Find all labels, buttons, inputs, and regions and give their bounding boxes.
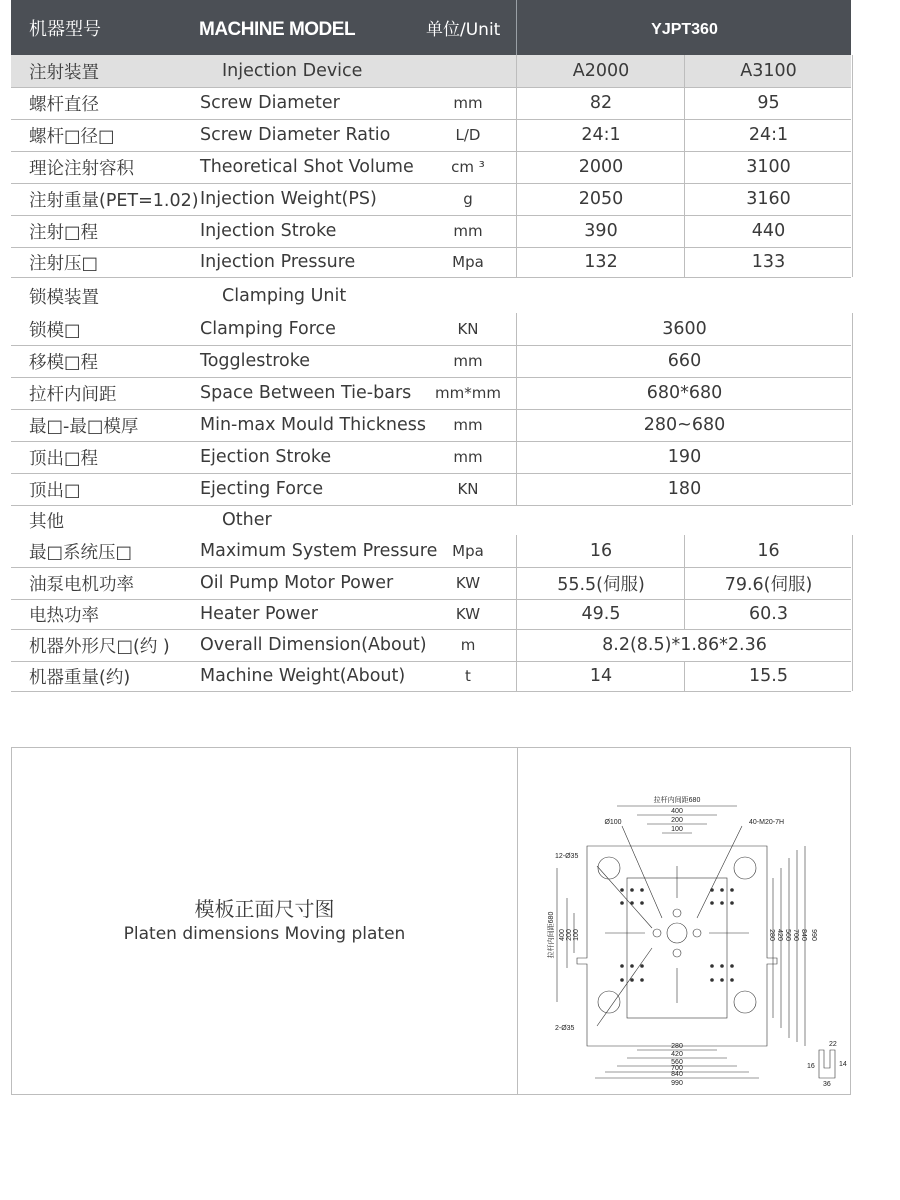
dim-280-right: 280 xyxy=(768,929,775,941)
param-value: 280~680 xyxy=(516,409,853,441)
table-row xyxy=(11,313,851,346)
table-row xyxy=(11,661,851,692)
dim-840-bottom: 840 xyxy=(671,1071,683,1078)
dim-100-top: 100 xyxy=(671,826,683,833)
param-name-en: Oil Pump Motor Power xyxy=(200,573,394,593)
param-unit: mm xyxy=(453,222,483,240)
param-name-cn: 锁模□ xyxy=(29,320,81,341)
param-name-cn: 螺杆直径 xyxy=(29,94,99,115)
param-unit xyxy=(433,279,503,313)
param-name-cn: 锁模装置 xyxy=(29,287,99,308)
header-unit: 单位/Unit xyxy=(426,20,501,40)
dim-840-right: 840 xyxy=(800,929,807,941)
dim-700-bottom: 700 xyxy=(671,1065,683,1072)
param-name-cn: 螺杆□径□ xyxy=(29,126,115,147)
param-name-cn: 机器外形尺□(约 ) xyxy=(29,636,170,657)
param-name-en: Ejection Stroke xyxy=(200,447,332,467)
platen-section xyxy=(11,747,851,1095)
header-model-en: MACHINE MODEL xyxy=(199,19,356,40)
param-unit: KN xyxy=(457,320,479,338)
param-value-a2000: 55.5(伺服) xyxy=(516,567,685,599)
dim-thread: 40-M20-7H xyxy=(749,819,785,826)
param-value: 680*680 xyxy=(516,377,853,409)
param-value-a2000: A2000 xyxy=(516,55,685,87)
dim-560-bottom: 560 xyxy=(671,1059,683,1066)
table-row xyxy=(11,629,851,662)
param-value-a2000: 2000 xyxy=(516,151,685,183)
param-value-a3100: 440 xyxy=(684,215,853,247)
param-unit: m xyxy=(460,636,476,654)
dim-slot-14: 14 xyxy=(839,1061,847,1068)
table-row xyxy=(11,441,851,474)
param-name-en: Injection Weight(PS) xyxy=(200,189,377,209)
param-name-cn: 注射重量(PET=1.02) xyxy=(29,190,199,211)
param-name-en: Space Between Tie-bars xyxy=(200,383,412,403)
param-name-cn: 注射压□ xyxy=(29,253,99,274)
param-name-en: Screw Diameter xyxy=(200,93,340,113)
param-unit xyxy=(433,505,503,535)
param-value-a3100: 3100 xyxy=(684,151,853,183)
section-row xyxy=(11,279,851,313)
param-name-en: Injection Pressure xyxy=(200,252,356,272)
param-value-a3100: 95 xyxy=(684,87,853,119)
dim-560-right: 560 xyxy=(784,929,791,941)
dim-990-right: 990 xyxy=(810,929,817,941)
param-name-en: Heater Power xyxy=(200,604,318,624)
param-name-cn: 理论注射容积 xyxy=(29,158,134,179)
table-row xyxy=(11,473,851,506)
section-row xyxy=(11,505,851,535)
table-row xyxy=(11,87,851,120)
table-row xyxy=(11,345,851,378)
dim-100-left: 100 xyxy=(573,929,580,941)
dim-2-holes: 2-Ø35 xyxy=(555,1025,575,1032)
header-model-cn: 机器型号 xyxy=(29,19,101,40)
table-row xyxy=(11,183,851,216)
dim-200-left: 200 xyxy=(566,929,573,941)
param-name-en: Clamping Force xyxy=(200,319,336,339)
param-value-a3100: 16 xyxy=(684,535,853,567)
param-value: 3600 xyxy=(516,313,853,345)
dim-400-top: 400 xyxy=(671,808,683,815)
dim-420-bottom: 420 xyxy=(671,1051,683,1058)
param-value-a3100: 60.3 xyxy=(684,599,853,629)
param-name-cn: 最□-最□模厚 xyxy=(29,416,139,437)
param-unit: KW xyxy=(455,605,481,623)
param-name-cn: 油泵电机功率 xyxy=(29,574,134,595)
param-name-cn: 顶出□ xyxy=(29,480,81,501)
header-model-code: YJPT360 xyxy=(516,0,852,55)
param-name-en: Clamping Unit xyxy=(222,286,347,306)
param-unit: KN xyxy=(457,480,479,498)
param-name-cn: 机器重量(约) xyxy=(29,667,131,688)
table-row xyxy=(11,377,851,410)
param-value-a2000: 16 xyxy=(516,535,685,567)
param-value: 190 xyxy=(516,441,853,473)
dim-tiebar-left: 拉杆内间距680 xyxy=(548,911,555,959)
dim-280-bottom: 280 xyxy=(671,1043,683,1050)
param-unit: Mpa xyxy=(452,253,484,271)
dim-420-right: 420 xyxy=(776,929,783,941)
param-name-en: Maximum System Pressure xyxy=(200,541,438,561)
param-unit: t xyxy=(465,667,471,685)
platen-title-cn: 模板正面尺寸图 xyxy=(194,897,335,921)
param-name-cn: 顶出□程 xyxy=(29,448,99,469)
param-name-cn: 电热功率 xyxy=(29,605,99,626)
param-unit xyxy=(433,55,503,87)
param-value-a3100: 133 xyxy=(684,247,853,277)
param-unit: cm ³ xyxy=(451,158,485,176)
param-value-a2000: 49.5 xyxy=(516,599,685,629)
dim-990-bottom: 990 xyxy=(671,1080,683,1087)
param-value: 660 xyxy=(516,345,853,377)
param-value-a3100: 15.5 xyxy=(684,661,853,691)
table-row xyxy=(11,119,851,152)
param-value: 8.2(8.5)*1.86*2.36 xyxy=(516,629,853,661)
table-row xyxy=(11,599,851,630)
table-row xyxy=(11,247,851,278)
platen-divider xyxy=(517,748,518,1094)
dim-slot-36: 36 xyxy=(823,1081,831,1088)
param-value-a2000: 24:1 xyxy=(516,119,685,151)
table-header xyxy=(11,0,851,55)
param-name-cn: 最□系统压□ xyxy=(29,542,133,563)
param-value-a3100: A3100 xyxy=(684,55,853,87)
dim-200-top: 200 xyxy=(671,817,683,824)
param-name-en: Machine Weight(About) xyxy=(200,666,406,686)
param-name-en: Theoretical Shot Volume xyxy=(200,157,414,177)
param-value-a2000: 82 xyxy=(516,87,685,119)
table-row xyxy=(11,535,851,568)
param-value-a3100: 79.6(伺服) xyxy=(684,567,853,599)
param-name-en: Min-max Mould Thickness xyxy=(200,415,426,435)
param-name-cn: 拉杆内间距 xyxy=(29,384,117,405)
table-row xyxy=(11,151,851,184)
param-unit: mm xyxy=(453,416,483,434)
param-unit: g xyxy=(463,190,473,208)
param-unit: mm*mm xyxy=(435,384,501,402)
param-value-a2000: 14 xyxy=(516,661,685,691)
table-row xyxy=(11,567,851,600)
param-unit: mm xyxy=(453,448,483,466)
param-unit: mm xyxy=(453,94,483,112)
param-name-cn: 其他 xyxy=(29,511,64,532)
param-value-a2000: 390 xyxy=(516,215,685,247)
dim-slot-16: 16 xyxy=(807,1063,815,1070)
param-name-en: Injection Stroke xyxy=(200,221,337,241)
table-row xyxy=(11,409,851,442)
param-name-en: Other xyxy=(222,510,272,530)
table-row xyxy=(11,55,851,88)
param-value-a3100: 24:1 xyxy=(684,119,853,151)
dim-400-left: 400 xyxy=(559,929,566,941)
param-unit: Mpa xyxy=(452,542,484,560)
param-name-cn: 注射□程 xyxy=(29,222,99,243)
param-value-a2000: 2050 xyxy=(516,183,685,215)
platen-drawing xyxy=(527,788,847,1088)
param-unit: mm xyxy=(453,352,483,370)
dim-tiebar-top: 拉杆内间距680 xyxy=(653,797,701,804)
param-unit: L/D xyxy=(455,126,481,144)
dim-phi100: Ø100 xyxy=(604,819,622,826)
param-name-en: Ejecting Force xyxy=(200,479,324,499)
param-unit: KW xyxy=(455,574,481,592)
param-name-en: Overall Dimension(About) xyxy=(200,635,427,655)
param-value-a2000: 132 xyxy=(516,247,685,277)
dim-12-holes: 12-Ø35 xyxy=(555,853,579,860)
param-name-en: Screw Diameter Ratio xyxy=(200,125,391,145)
param-name-en: Injection Device xyxy=(222,61,363,81)
table-row xyxy=(11,215,851,248)
param-value: 180 xyxy=(516,473,853,505)
param-value-a3100: 3160 xyxy=(684,183,853,215)
param-name-cn: 注射装置 xyxy=(29,62,99,83)
param-name-cn: 移模□程 xyxy=(29,352,99,373)
dim-slot-22: 22 xyxy=(829,1041,837,1048)
param-name-en: Togglestroke xyxy=(200,351,311,371)
platen-title-en: Platen dimensions Moving platen xyxy=(123,924,406,944)
dim-700-right: 700 xyxy=(792,929,799,941)
